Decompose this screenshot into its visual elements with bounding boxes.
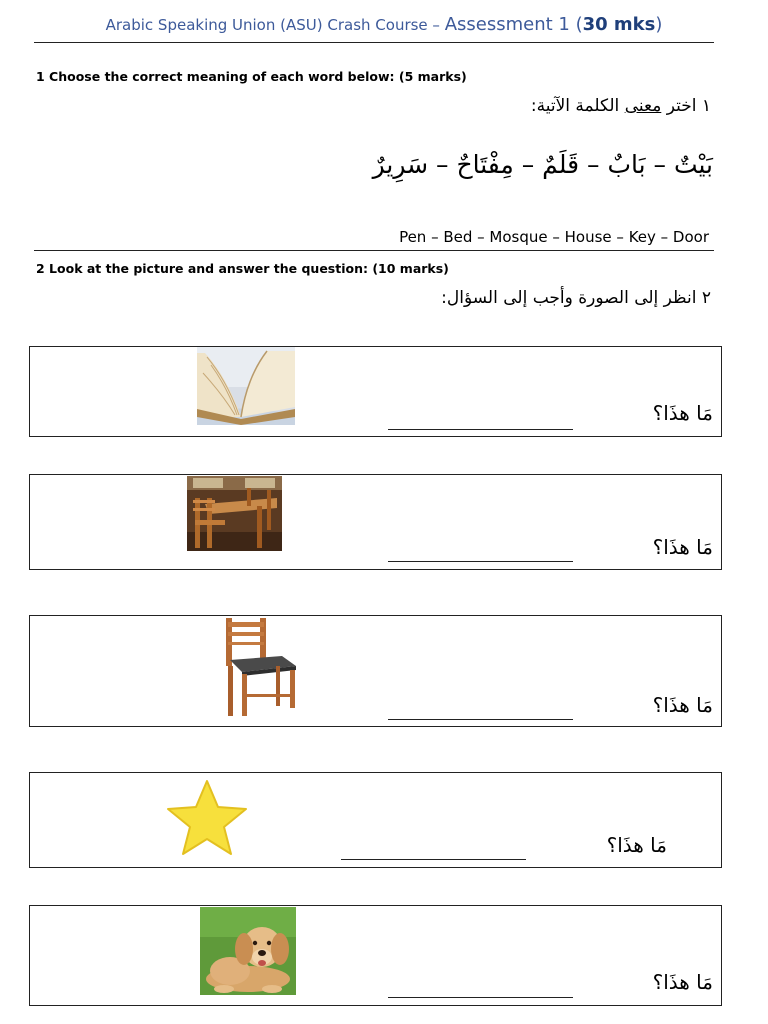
answer-line[interactable] <box>388 719 573 720</box>
section2-arabic-instruction: ٢ انظر إلى الصورة وأجب إلى السؤال: <box>441 288 711 308</box>
question-box <box>29 615 722 727</box>
question-box <box>29 346 722 437</box>
header-marks: 30 mks <box>582 14 656 35</box>
question-prompt: مَا هذَا؟ <box>652 535 713 559</box>
answer-line[interactable] <box>388 997 573 998</box>
chair-image <box>220 616 300 718</box>
header-course: Arabic Speaking Union (ASU) Crash Course – <box>105 16 445 34</box>
instruction-part: الكلمة الآتية: <box>530 96 625 116</box>
instruction-part: ١ اختر <box>661 96 711 116</box>
page-header <box>0 14 768 35</box>
answer-line[interactable] <box>388 561 573 562</box>
header-close: ) <box>655 14 663 35</box>
section2-title: 2 Look at the picture and answer the question: (10 marks) <box>36 261 449 276</box>
answer-line[interactable] <box>388 429 573 430</box>
section1-arabic-instruction <box>531 96 711 116</box>
instruction-underlined: معنى <box>624 96 662 116</box>
question-box <box>29 905 722 1006</box>
answer-line[interactable] <box>341 859 526 860</box>
question-prompt: مَا هذَا؟ <box>606 833 667 857</box>
question-box <box>29 772 722 868</box>
section1-title: 1 Choose the correct meaning of each word below: (5 marks) <box>36 69 467 84</box>
open-book-image <box>197 347 295 425</box>
question-prompt: مَا هذَا؟ <box>652 693 713 717</box>
header-divider <box>34 42 714 43</box>
arabic-word-list: بَيْتٌ – بَابٌ – قَلَمٌ – مِفْتَاحٌ – سَرِيرٌ <box>372 150 713 179</box>
header-assessment: Assessment 1 ( <box>444 14 583 35</box>
question-prompt: مَا هذَا؟ <box>652 970 713 994</box>
section-divider <box>34 250 714 251</box>
dog-image <box>200 907 296 995</box>
question-box <box>29 474 722 570</box>
star-image <box>164 777 250 857</box>
dining-table-image <box>187 476 282 551</box>
question-prompt: مَا هذَا؟ <box>652 401 713 425</box>
english-options: Pen – Bed – Mosque – House – Key – Door <box>399 228 709 246</box>
